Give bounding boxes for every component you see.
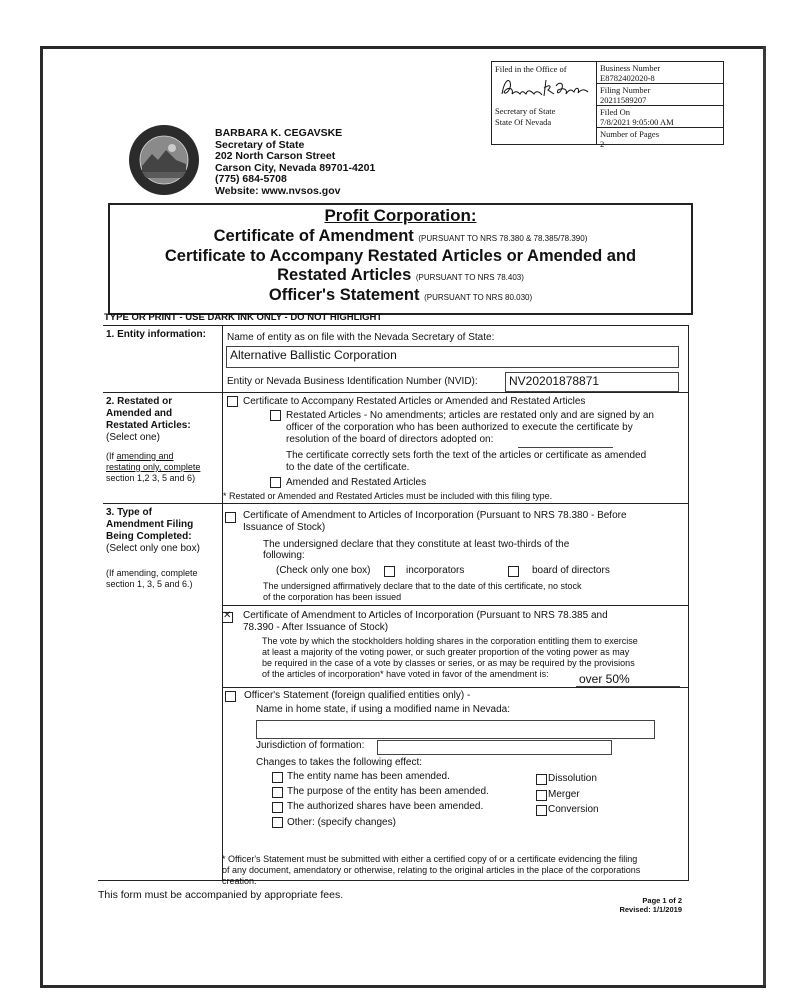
form-title-box [108, 203, 693, 315]
restated-only-line1: Restated Articles - No amendments; articles are restated only and are signed by an [286, 410, 654, 421]
title-line5-pursuant: (PURSUANT TO NRS 80.030) [424, 293, 533, 302]
after-vote-line2: at least a majority of the voting power, or such greater proportion of the voting power as may [262, 647, 630, 657]
title-officers-statement-text: Officer's Statement [268, 286, 420, 304]
restated-only-line3: resolution of the board of directors adopted on: [286, 434, 494, 445]
fees-notice: This form must be accompanied by appropriate fees. [98, 889, 344, 901]
stamp-filed-on-cell [597, 106, 723, 128]
agency-address-line1: 202 North Carson Street [215, 150, 336, 162]
revised-date: Revised: 1/1/2019 [619, 905, 682, 914]
stamp-pages-cell [597, 128, 723, 149]
agency-phone: (775) 684-5708 [215, 173, 287, 185]
title-profit-corporation: Profit Corporation: [324, 206, 477, 225]
filing-number-value: 20211589207 [600, 95, 647, 105]
merger-label: Merger [548, 789, 580, 800]
board-resolution-date-field[interactable] [518, 436, 613, 448]
restated-only-checkbox[interactable] [270, 410, 281, 421]
officer-note-line3: creation. [222, 876, 257, 886]
title-line4-pursuant: (PURSUANT TO NRS 78.403) [415, 273, 524, 282]
filing-number-label: Filing Number [600, 85, 651, 95]
restated-only-line5: to the date of the certificate. [286, 462, 410, 473]
section2-label-line1: 2. Restated or [106, 396, 173, 407]
title-certificate-of-amendment [110, 227, 691, 246]
nvid-value: NV20201878871 [509, 374, 600, 388]
section2-footnote: * Restated or Amended and Restated Articles must be included with this filing type. [223, 491, 553, 501]
stamp-business-number-cell [597, 62, 723, 84]
after-vote-line3: be required in the case of a vote by classes or series, or as may be required by the provisions [262, 658, 635, 668]
change-other-label: Other: (specify changes) [287, 817, 396, 828]
change-purpose-checkbox[interactable] [272, 787, 283, 798]
page-number: Page 1 of 2 [642, 896, 682, 905]
home-state-name-prompt: Name in home state, if using a modified name in Nevada: [256, 704, 511, 715]
officers-statement-checkbox[interactable] [225, 691, 236, 702]
after-issuance-title-line2: 78.390 - After Issuance of Stock) [243, 622, 389, 633]
conversion-label: Conversion [548, 804, 599, 815]
table-column-divider [222, 325, 223, 880]
dissolution-checkbox[interactable] [536, 774, 547, 785]
signature-image [498, 74, 590, 102]
entity-name-field[interactable] [226, 346, 679, 368]
change-shares-checkbox[interactable] [272, 802, 283, 813]
title-restated-articles-text: Restated Articles [277, 266, 412, 284]
page-edge-top [40, 46, 766, 49]
changes-prompt: Changes to takes the following effect: [256, 757, 423, 768]
title-line2-pursuant: (PURSUANT TO NRS 78.380 & 78.385/78.390) [418, 234, 588, 243]
section3-label-line1: 3. Type of [106, 507, 152, 518]
title-certificate-of-amendment-text: Certificate of Amendment [213, 227, 414, 245]
restated-main-checkbox[interactable] [227, 396, 238, 407]
page-edge-bottom [40, 985, 766, 988]
section2-note-line3: section 1,2 3, 5 and 6) [106, 473, 196, 483]
jurisdiction-prompt: Jurisdiction of formation: [256, 740, 365, 751]
entity-name-prompt: Name of entity as on file with the Nevada Secretary of State: [227, 332, 495, 343]
officer-note-line2: of any document, amendatory or otherwise, relating to the original articles in the place of the corporations [222, 865, 641, 875]
after-issuance-title-line1: Certificate of Amendment to Articles of Incorporation (Pursuant to NRS 78.385 and [243, 610, 608, 621]
title-restated-articles [110, 266, 691, 285]
section3-note-line1: (If amending, complete [106, 568, 198, 578]
section2-select-one: (Select one) [106, 432, 160, 443]
agency-website: Website: www.nvsos.gov [215, 184, 341, 197]
nevada-seal-icon [128, 124, 200, 196]
change-name-checkbox[interactable] [272, 772, 283, 783]
page-edge-left [40, 46, 43, 988]
entity-name-value: Alternative Ballistic Corporation [230, 348, 397, 362]
agency-name: BARBARA K. CEGAVSKE [215, 127, 343, 139]
dissolution-label: Dissolution [548, 773, 597, 784]
section1-label-text: 1. Entity information: [106, 329, 206, 340]
section3-select-one: (Select only one box) [106, 543, 200, 554]
incorporators-checkbox[interactable] [384, 566, 395, 577]
section3-label-line2: Amendment Filing [106, 519, 194, 530]
home-state-name-field[interactable] [256, 720, 655, 739]
change-name-label: The entity name has been amended. [287, 771, 450, 782]
vote-percentage-value: over 50% [579, 672, 630, 686]
section2-label [106, 396, 191, 444]
change-purpose-label: The purpose of the entity has been amended. [287, 786, 489, 797]
nvid-field[interactable] [505, 372, 679, 392]
conversion-checkbox[interactable] [536, 805, 547, 816]
before-issuance-checkbox[interactable] [225, 512, 236, 523]
table-bottom-rule [98, 880, 689, 881]
ink-instructions: TYPE OR PRINT - USE DARK INK ONLY - DO NOT HIGHLIGHT [104, 312, 383, 323]
jurisdiction-field[interactable] [377, 740, 612, 755]
before-affirm-line1: The undersigned affirmatively declare that to the date of this certificate, no stock [263, 581, 582, 591]
amended-restated-checkbox[interactable] [270, 477, 281, 488]
section1-bottom-rule [103, 392, 689, 393]
stamp-filed-in-office: Filed in the Office of [495, 64, 567, 74]
stamp-secretary: Secretary of State [495, 106, 556, 116]
nvid-prompt: Entity or Nevada Business Identification Number (NVID): [227, 376, 478, 387]
after-issuance-checkbox[interactable] [222, 612, 233, 623]
section3-note [106, 568, 198, 590]
stamp-filing-number-cell [597, 84, 723, 106]
page-info [608, 896, 682, 914]
page-edge-right [763, 46, 766, 988]
filed-on-label: Filed On [600, 107, 630, 117]
pages-label: Number of Pages [600, 129, 660, 139]
stamp-details-column [597, 62, 723, 149]
stamp-office-column [492, 62, 597, 144]
section3-note-line2: section 1, 3, 5 and 6.) [106, 579, 193, 589]
stamp-state: State Of Nevada [495, 117, 552, 127]
table-right-border [688, 325, 689, 880]
restated-main-label: Certificate to Accompany Restated Articles or Amended and Restated Articles [243, 396, 586, 407]
restated-only-line4: The certificate correctly sets forth the text of the articles or certificate as amended [286, 450, 647, 461]
before-affirm-line2: of the corporation has been issued [263, 592, 402, 602]
vote-percentage-field[interactable] [576, 672, 680, 687]
title-certificate-to-accompany: Certificate to Accompany Restated Articles or Amended and [164, 247, 637, 265]
after-issuance-bottom-rule [222, 687, 689, 688]
after-vote-line1: The vote by which the stockholders holding shares in the corporation entitling them to exercise [262, 636, 638, 646]
before-issuance-title-line1: Certificate of Amendment to Articles of Incorporation (Pursuant to NRS 78.380 - Before [243, 510, 627, 521]
section2-note-underlined: amending and [116, 451, 174, 461]
section2-note-line2: restating only, complete [106, 462, 201, 472]
agency-address-line2: Carson City, Nevada 89701-4201 [215, 161, 376, 174]
before-issuance-bottom-rule [222, 605, 689, 606]
agency-info [215, 128, 375, 197]
section2-note [106, 451, 200, 484]
business-number-value: E8782402020-8 [600, 73, 655, 83]
change-shares-label: The authorized shares have been amended. [287, 801, 484, 812]
section3-label-line3: Being Completed: [106, 531, 192, 542]
business-number-label: Business Number [600, 63, 661, 73]
board-of-directors-label: board of directors [532, 565, 610, 576]
pages-value: 2 [600, 139, 605, 149]
title-officers-statement [110, 286, 691, 305]
restated-only-line2: officer of the corporation who has been authorized to execute the certificate by [286, 422, 633, 433]
section2-note-line1: (If amending and [106, 451, 174, 461]
section3-label [106, 507, 200, 555]
before-issuance-title-line2: Issuance of Stock) [243, 522, 326, 533]
filing-stamp [491, 61, 724, 149]
before-declaration-line2: following: [263, 550, 305, 561]
officer-note-line1: * Officer's Statement must be submitted with either a certified copy of or a certificate evidencing the filing [222, 854, 638, 864]
before-declaration-line1: The undersigned declare that they constitute at least two-thirds of the [263, 539, 570, 550]
merger-checkbox[interactable] [536, 790, 547, 801]
change-other-checkbox[interactable] [272, 817, 283, 828]
filed-on-value: 7/8/2021 9:05:00 AM [600, 117, 674, 127]
section2-bottom-rule [103, 503, 689, 504]
section2-label-line2: Amended and [106, 408, 173, 419]
section1-label [106, 329, 206, 341]
check-only-one: (Check only one box) [276, 565, 371, 576]
agency-title: Secretary of State [215, 138, 305, 151]
table-top-rule [103, 325, 689, 326]
amended-restated-label: Amended and Restated Articles [286, 477, 427, 488]
after-vote-line4: of the articles of incorporation* have voted in favor of the amendment is: [262, 669, 549, 679]
incorporators-label: incorporators [406, 565, 465, 576]
board-of-directors-checkbox[interactable] [508, 566, 519, 577]
section2-label-line3: Restated Articles: [106, 420, 191, 431]
officers-statement-title: Officer's Statement (foreign qualified entities only) - [244, 690, 471, 701]
